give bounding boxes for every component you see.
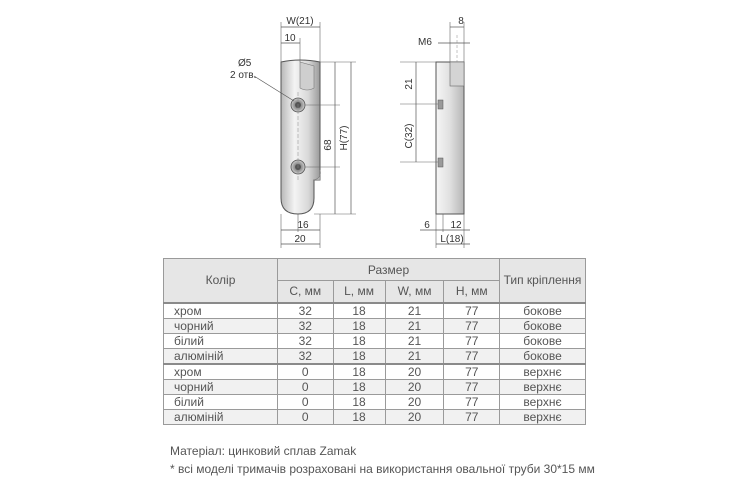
cell-color: чорний bbox=[164, 379, 278, 394]
table-row bbox=[164, 364, 586, 380]
cell-color: білий bbox=[164, 333, 278, 348]
cell-h: 77 bbox=[444, 379, 500, 394]
cell-l: 18 bbox=[333, 303, 385, 319]
c-dimension-label: C(32) bbox=[404, 123, 415, 149]
cell-h: 77 bbox=[444, 409, 500, 424]
cell-color: чорний bbox=[164, 318, 278, 333]
holes-count-label: 2 отв. bbox=[230, 70, 257, 81]
column-header: L, мм bbox=[333, 281, 385, 303]
table-row bbox=[164, 348, 586, 364]
bottom-inner-label: 16 bbox=[297, 220, 309, 231]
bottom-a-label: 6 bbox=[424, 220, 430, 231]
cell-w: 20 bbox=[385, 409, 444, 424]
cell-c: 32 bbox=[278, 303, 334, 319]
column-header: W, мм bbox=[385, 281, 444, 303]
cell-l: 18 bbox=[333, 364, 385, 380]
cell-c: 0 bbox=[278, 379, 334, 394]
material-note: Матеріал: цинковий сплав Zamak bbox=[170, 444, 357, 458]
cell-color: хром bbox=[164, 303, 278, 319]
specs-table bbox=[163, 258, 586, 425]
cell-l: 18 bbox=[333, 318, 385, 333]
table-row bbox=[164, 379, 586, 394]
top-width-label: 8 bbox=[458, 16, 464, 27]
cell-type: верхнє bbox=[500, 364, 586, 380]
table-row bbox=[164, 409, 586, 424]
cell-type: верхнє bbox=[500, 379, 586, 394]
cell-l: 18 bbox=[333, 379, 385, 394]
cell-color: хром bbox=[164, 364, 278, 380]
cell-w: 21 bbox=[385, 318, 444, 333]
cell-type: верхнє bbox=[500, 409, 586, 424]
hole-label: Ø5 bbox=[238, 58, 252, 69]
cell-h: 77 bbox=[444, 348, 500, 364]
width-label: W(21) bbox=[286, 16, 314, 27]
offset-label: 21 bbox=[404, 78, 415, 90]
cell-w: 20 bbox=[385, 394, 444, 409]
inner-label: 10 bbox=[284, 33, 296, 44]
header-size: Размер bbox=[278, 259, 500, 281]
height-label: H(77) bbox=[339, 125, 350, 151]
cell-w: 20 bbox=[385, 379, 444, 394]
length-label: L(18) bbox=[440, 234, 464, 245]
cell-c: 0 bbox=[278, 394, 334, 409]
cell-w: 21 bbox=[385, 348, 444, 364]
cell-w: 20 bbox=[385, 364, 444, 380]
side-view bbox=[400, 16, 470, 248]
column-header: C, мм bbox=[278, 281, 334, 303]
table-row bbox=[164, 394, 586, 409]
cell-h: 77 bbox=[444, 364, 500, 380]
cell-type: верхнє bbox=[500, 394, 586, 409]
cell-type: бокове bbox=[500, 318, 586, 333]
cell-w: 21 bbox=[385, 303, 444, 319]
cell-w: 21 bbox=[385, 333, 444, 348]
cell-c: 32 bbox=[278, 318, 334, 333]
cell-type: бокове bbox=[500, 348, 586, 364]
cell-l: 18 bbox=[333, 333, 385, 348]
cell-h: 77 bbox=[444, 333, 500, 348]
cell-h: 77 bbox=[444, 303, 500, 319]
cell-color: алюміній bbox=[164, 348, 278, 364]
spacing-label: 68 bbox=[323, 139, 334, 151]
table-row bbox=[164, 303, 586, 319]
cell-l: 18 bbox=[333, 348, 385, 364]
thread-label: M6 bbox=[418, 37, 432, 48]
bottom-b-label: 12 bbox=[450, 220, 462, 231]
cell-color: білий bbox=[164, 394, 278, 409]
cell-l: 18 bbox=[333, 394, 385, 409]
bottom-width-label: 20 bbox=[294, 234, 306, 245]
cell-h: 77 bbox=[444, 394, 500, 409]
cell-color: алюміній bbox=[164, 409, 278, 424]
header-mount-type: Тип кріплення bbox=[500, 259, 586, 303]
cell-l: 18 bbox=[333, 409, 385, 424]
cell-c: 32 bbox=[278, 348, 334, 364]
footnote: * всі моделі тримачів розраховані на використання овальної труби 30*15 мм bbox=[170, 462, 595, 476]
cell-c: 32 bbox=[278, 333, 334, 348]
header-color: Колір bbox=[164, 259, 278, 303]
cell-type: бокове bbox=[500, 333, 586, 348]
cell-type: бокове bbox=[500, 303, 586, 319]
cell-h: 77 bbox=[444, 318, 500, 333]
column-header: H, мм bbox=[444, 281, 500, 303]
table-row bbox=[164, 318, 586, 333]
cell-c: 0 bbox=[278, 364, 334, 380]
cell-c: 0 bbox=[278, 409, 334, 424]
front-view bbox=[230, 16, 356, 248]
table-row bbox=[164, 333, 586, 348]
